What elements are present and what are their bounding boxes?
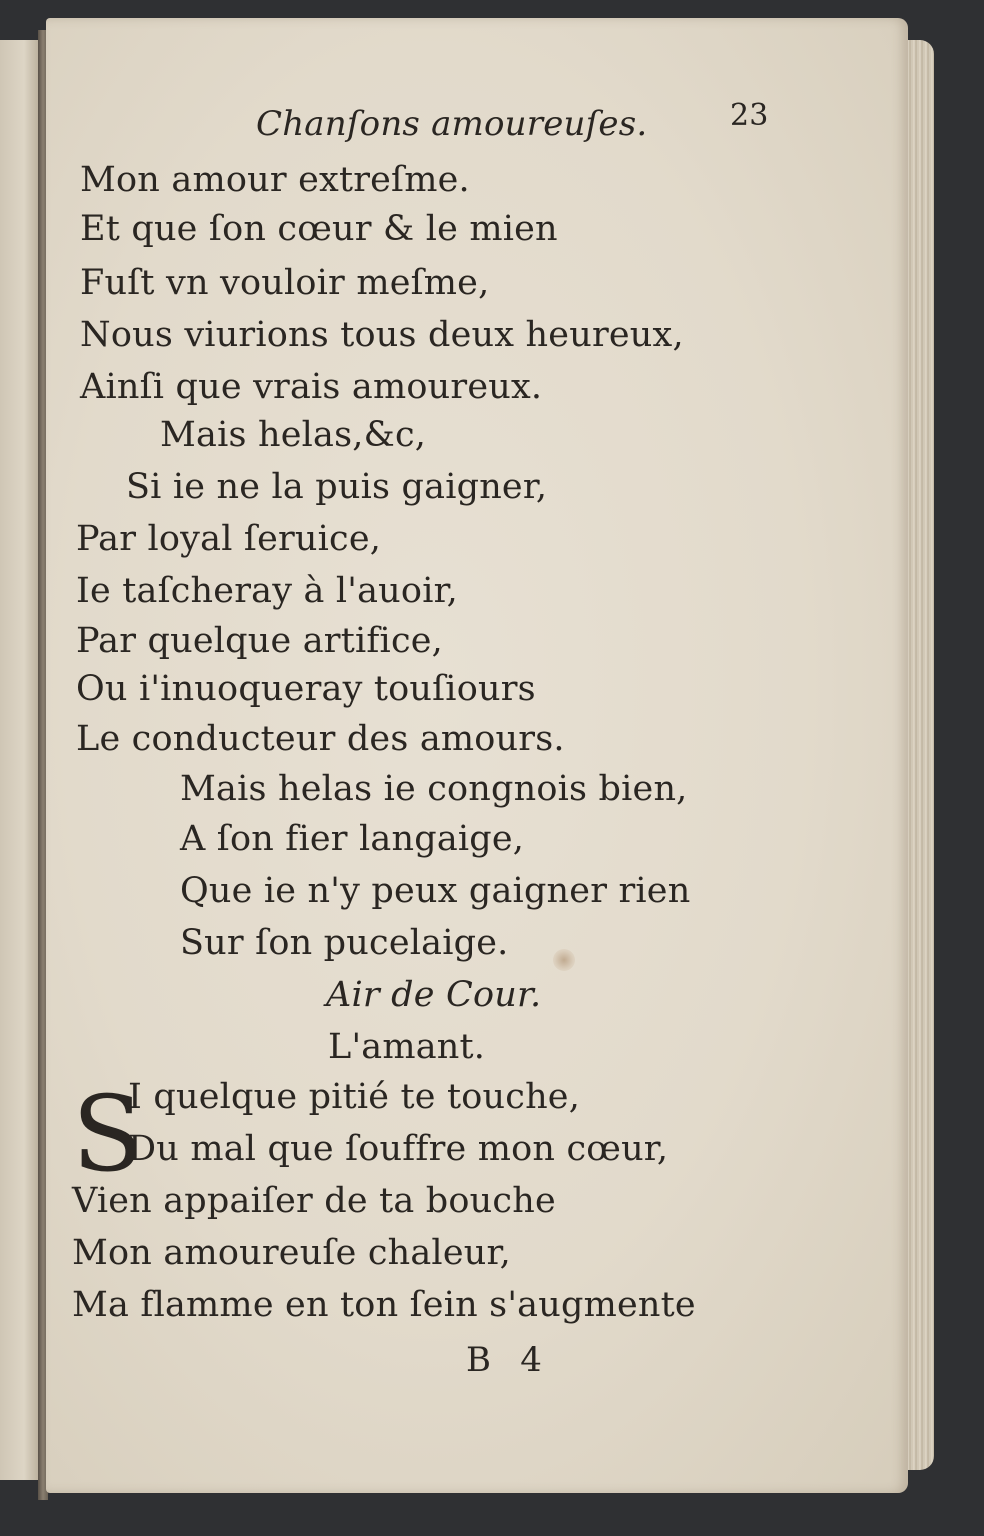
verse-line: Ma flamme en ton ſein s'augmente [72, 1285, 696, 1325]
verse-line: Mais helas ie congnois bien, [180, 769, 688, 809]
verse-line: Que ie n'y peux gaigner rien [180, 871, 691, 911]
verse-line: I quelque pitié te touche, [128, 1077, 581, 1117]
verse-line: A ſon fier langaige, [180, 819, 525, 859]
refrain-line: Mais helas,&c, [160, 415, 427, 455]
signature-mark: B 4 [466, 1340, 543, 1380]
verse-line: Nous viurions tous deux heureux, [80, 315, 684, 355]
verse-line: Du mal que ſouffre mon cœur, [128, 1129, 669, 1169]
verse-line: Ie taſcheray à l'auoir, [76, 571, 458, 611]
verse-line: Par loyal ſeruice, [76, 519, 382, 559]
facing-page-edge [0, 40, 40, 1480]
verse-line: Le conducteur des amours. [76, 719, 565, 759]
page-number: 23 [730, 98, 769, 133]
speaker-label: L'amant. [328, 1027, 486, 1067]
verse-line: Ainſi que vrais amoureux. [80, 367, 543, 407]
section-title: Air de Cour. [326, 975, 542, 1015]
paper-stain [553, 949, 575, 971]
verse-line: Mon amoureuſe chaleur, [72, 1233, 511, 1273]
verse-line: Et que ſon cœur & le mien [80, 209, 558, 249]
verse-line: Si ie ne la puis gaigner, [126, 467, 548, 507]
verse-line: Par quelque artifice, [76, 621, 443, 661]
drop-capital: S [72, 1073, 144, 1195]
verse-line: Ou i'inuoqueray touſiours [76, 669, 536, 709]
verse-line: Mon amour extreſme. [80, 160, 470, 200]
verse-line: Sur ſon pucelaige. [180, 923, 509, 963]
verse-line: Fuſt vn vouloir meſme, [80, 263, 490, 303]
verse-line: Vien appaiſer de ta bouche [72, 1181, 556, 1221]
running-title: Chanſons amoureuſes. [256, 104, 648, 144]
